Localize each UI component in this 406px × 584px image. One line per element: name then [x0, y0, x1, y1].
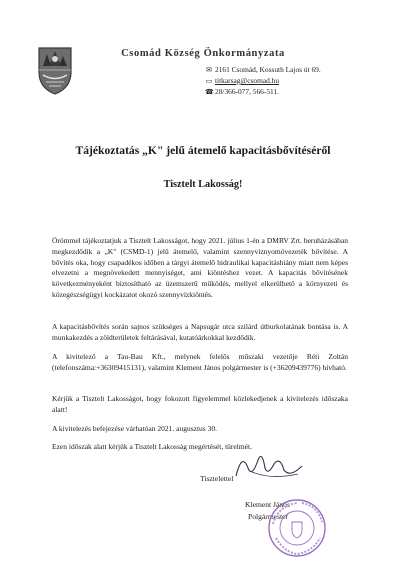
- handwritten-signature: [232, 446, 306, 484]
- paragraph-intro: Örömmel tájékoztatjuk a Tisztelt Lakosságot, hogy 2021. július 1-én a DMRV Zrt. beruházásában megkezdődik a „K" (CSMD-1) jelű átemelő, valamint szennyvíznyomóvezeték bővítése. A bővítés oka, hogy csapadékos időben a tárgyi átemelő hidraulikai kapacitáshiány miatt nem képes elvezetni a megnövekedett mennyiséget, ami kiöntéshez vezet. A kapacitás bővítésének következményeként biztosítható az üzemszerű működés, mellyel elkerülhető a környezeti és közegészségügyi kockázatot okozó szennyvízkiöntés.: [52, 236, 348, 299]
- phone-icon: ☎: [205, 88, 214, 96]
- paragraph-patience: Ezen időszak alatt kérjük a Tisztelt Lakosság megértését, türelmét.: [52, 442, 252, 451]
- address-line: [205, 65, 321, 74]
- signatory-role: Polgármester: [248, 512, 289, 521]
- computer-icon: ▭: [205, 77, 213, 85]
- paragraph-works: A kapacitásbővítés során sajnos szükséges a Napsugár utca szilárd útburkolatának bontása is. A munkakezdés a zöldterületek feltárásával, kutatóárkokkal kezdődik.: [52, 322, 348, 342]
- address-text: 2161 Csomád, Kossuth Lajos út 69.: [215, 65, 321, 74]
- paragraph-caution: Kérjük a Tisztelt Lakosságot, hogy fokozott figyelemmel közlekedjenek a kivitelezés időszaka alatt!: [52, 394, 348, 414]
- official-stamp: [262, 496, 332, 560]
- phone-text: 28/366-077, 566-511.: [215, 87, 279, 96]
- envelope-icon: ✉: [206, 66, 212, 74]
- paragraph-contractor: A kivitelező a Tau-Bau Kft., melynek felelős műszaki vezetője Réti Zoltán (telefonszáma:+36309415131), valamint Klement János polgármester is (+36209439776) hívható.: [52, 352, 348, 372]
- email-text: titkarsag@csomad.hu: [215, 76, 280, 85]
- greeting: Tisztelt Lakosság!: [163, 179, 243, 190]
- document-title: Tájékoztatás „K" jelű átemelő kapacitásbővítéséről: [75, 144, 331, 157]
- email-line: [205, 76, 279, 85]
- closing-text: Tisztelettel: [200, 474, 234, 483]
- phone-line: [205, 87, 279, 96]
- signatory-name: Klement János: [245, 500, 290, 509]
- paragraph-completion: A kivitelezés befejezése várhatóan 2021. augusztus 30.: [52, 424, 217, 433]
- organization-name: Csomád Község Önkormányzata: [121, 48, 285, 59]
